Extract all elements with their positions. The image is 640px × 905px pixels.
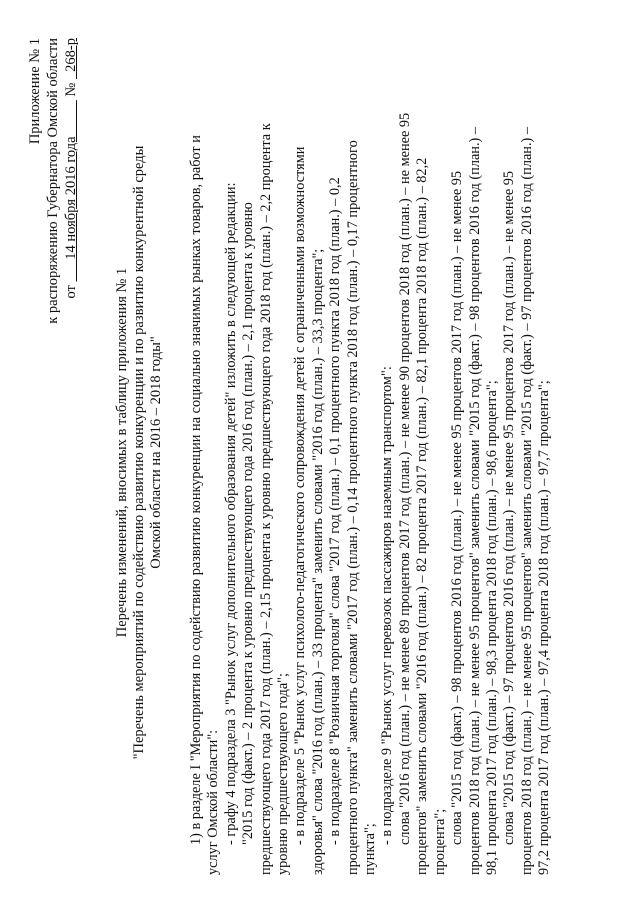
paragraph-words-3-cont: процентов 2018 год (план.) – не менее 95 процентов" заменить словами "2015 год (факт.) – 97 процентов 2016 год (план.) –: [518, 126, 535, 875]
paragraph-subsection-9: - в подразделе 9 "Рынок услуг перевозок пассажиров наземным транспортом":: [379, 366, 396, 845]
title-line-3: Омской области на 2016 – 2018 годы": [148, 336, 164, 569]
paragraph-new-wording-1: "2015 год (факт.) – 2 процента к уровню предшествующего года 2016 год (план.) – 2,1 процента к уровню: [240, 202, 257, 845]
paragraph-words-3-end: 97,2 процента 2017 год (план.) – 97,4 процента 2018 год (план.) – 97,7 процента";: [536, 380, 553, 875]
order-reference: к распоряжению Губернатора Омской области: [45, 38, 61, 324]
paragraph-new-wording-3: уровню предшествующего года";: [275, 673, 292, 875]
paragraph-subsection-5: - в подразделе 5 "Рынок услуг психолого-педагогического сопровождения детей с ограниченными возможностями: [292, 146, 309, 845]
order-date-number: [62, 38, 80, 324]
paragraph-section-1-cont: услуг Омской области":: [205, 729, 222, 875]
date-prefix: от: [63, 285, 79, 299]
paragraph-words-1-cont: процентов" заменить словами "2016 год (план.) – 82 процента 2017 год (план.) – 82,1 процента 2018 год (план.) – 82,2: [414, 157, 431, 875]
paragraph-subsection-5-cont: здоровья" слова "2016 год (план.) – 33 процента" заменить словами "2016 год (план.) – 33,3 процента";: [309, 248, 326, 875]
order-date: 14 ноября 2016 года: [63, 136, 79, 260]
number-label: №: [63, 82, 79, 97]
paragraph-subsection-8: - в подразделе 8 "Розничная торговля" слова "2017 год (план.) – 0,1 процентного пункта 2018 год (план.) – 0,2: [327, 177, 344, 845]
paragraph-words-2: слова "2015 год (факт.) – 98 процентов 2016 год (план.) – не менее 95 процентов 2017 год (план.) – не менее 95: [449, 170, 466, 845]
title-line-1: Перечень изменений, вносимых в таблицу приложения № 1: [114, 267, 130, 638]
order-number: 268-р: [63, 38, 79, 72]
paragraph-section-1: 1) в разделе I "Мероприятия по содействию развитию конкуренции на социально значимых рынках товаров, работ и: [188, 135, 204, 845]
paragraph-words-3: слова "2015 год (факт.) – 97 процентов 2016 год (план.) – не менее 95 процентов 2017 год (план.) – не менее 95: [501, 170, 518, 845]
appendix-label: Приложение № 1: [27, 38, 43, 145]
title-line-2: "Перечень мероприятий по содействию развитию конкуренции и по развитию конкурентной среды: [131, 145, 147, 760]
document-body: [188, 30, 554, 875]
paragraph-item-graph4: - графу 4 подраздела 3 "Рынок услуг дополнительного образования детей" изложить в следующей редакции:: [222, 182, 239, 845]
paragraph-subsection-8-cont: процентного пункта" заменить словами "2017 год (план.) – 0,14 процентного пункта 2018 год (план.) – 0,17 процентного: [344, 140, 361, 875]
paragraph-subsection-8-end: пункта";: [362, 823, 379, 875]
paragraph-words-1-end: процента";: [431, 808, 448, 875]
paragraph-words-2-end: 98,1 процента 2017 год (план.) – 98,3 процента 2018 год (план.) – 98,6 процента";: [483, 380, 500, 875]
approval-block: [26, 38, 80, 324]
paragraph-words-2-cont: процентов 2018 год (план.) – не менее 95 процентов" заменить словами "2015 год (факт.) – 98 процентов 2016 год (план.) –: [466, 126, 483, 875]
paragraph-new-wording-2: предшествующего года 2017 год (план.) – 2,15 процента к уровню предшествующего года 2018 год (план.) – 2,2 процента к: [257, 123, 274, 875]
document-title: [114, 0, 165, 905]
paragraph-words-1: слова "2016 год (план.) – не менее 89 процентов 2017 год (план.) – не менее 90 процентов 2018 год (план.) – не менее 95: [396, 112, 413, 845]
